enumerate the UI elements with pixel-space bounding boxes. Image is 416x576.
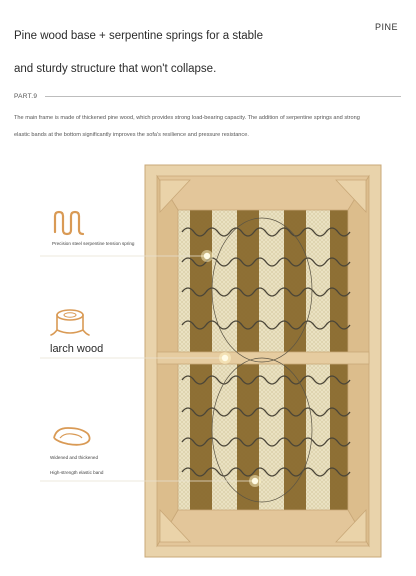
part-label: PART.9	[14, 93, 38, 100]
description-line-1: The main frame is made of thickened pine wood, which provides strong load-bearing capacity. The addition of serpentine springs and strong	[14, 115, 360, 121]
band-label-line-2: High-strength elastic band	[50, 470, 104, 475]
headline-line-2: and sturdy structure that won't collapse.	[14, 63, 217, 75]
band-label-line-1: Widened and thickened	[50, 455, 99, 460]
brand-tag: PINE	[374, 22, 398, 32]
headline-line-1: Pine wood base + serpentine springs for a stable	[14, 30, 264, 42]
wood-label: larch wood	[50, 343, 104, 355]
description-line-2: elastic bands at the bottom significantly improves the sofa's resilience and pressure resistance.	[14, 132, 249, 138]
spring-label: Precision steel serpentine tension spring	[52, 241, 135, 246]
serpentine-spring-icon	[52, 210, 88, 236]
elastic-band-roll-icon	[50, 424, 92, 448]
tree-stump-icon	[50, 308, 90, 338]
